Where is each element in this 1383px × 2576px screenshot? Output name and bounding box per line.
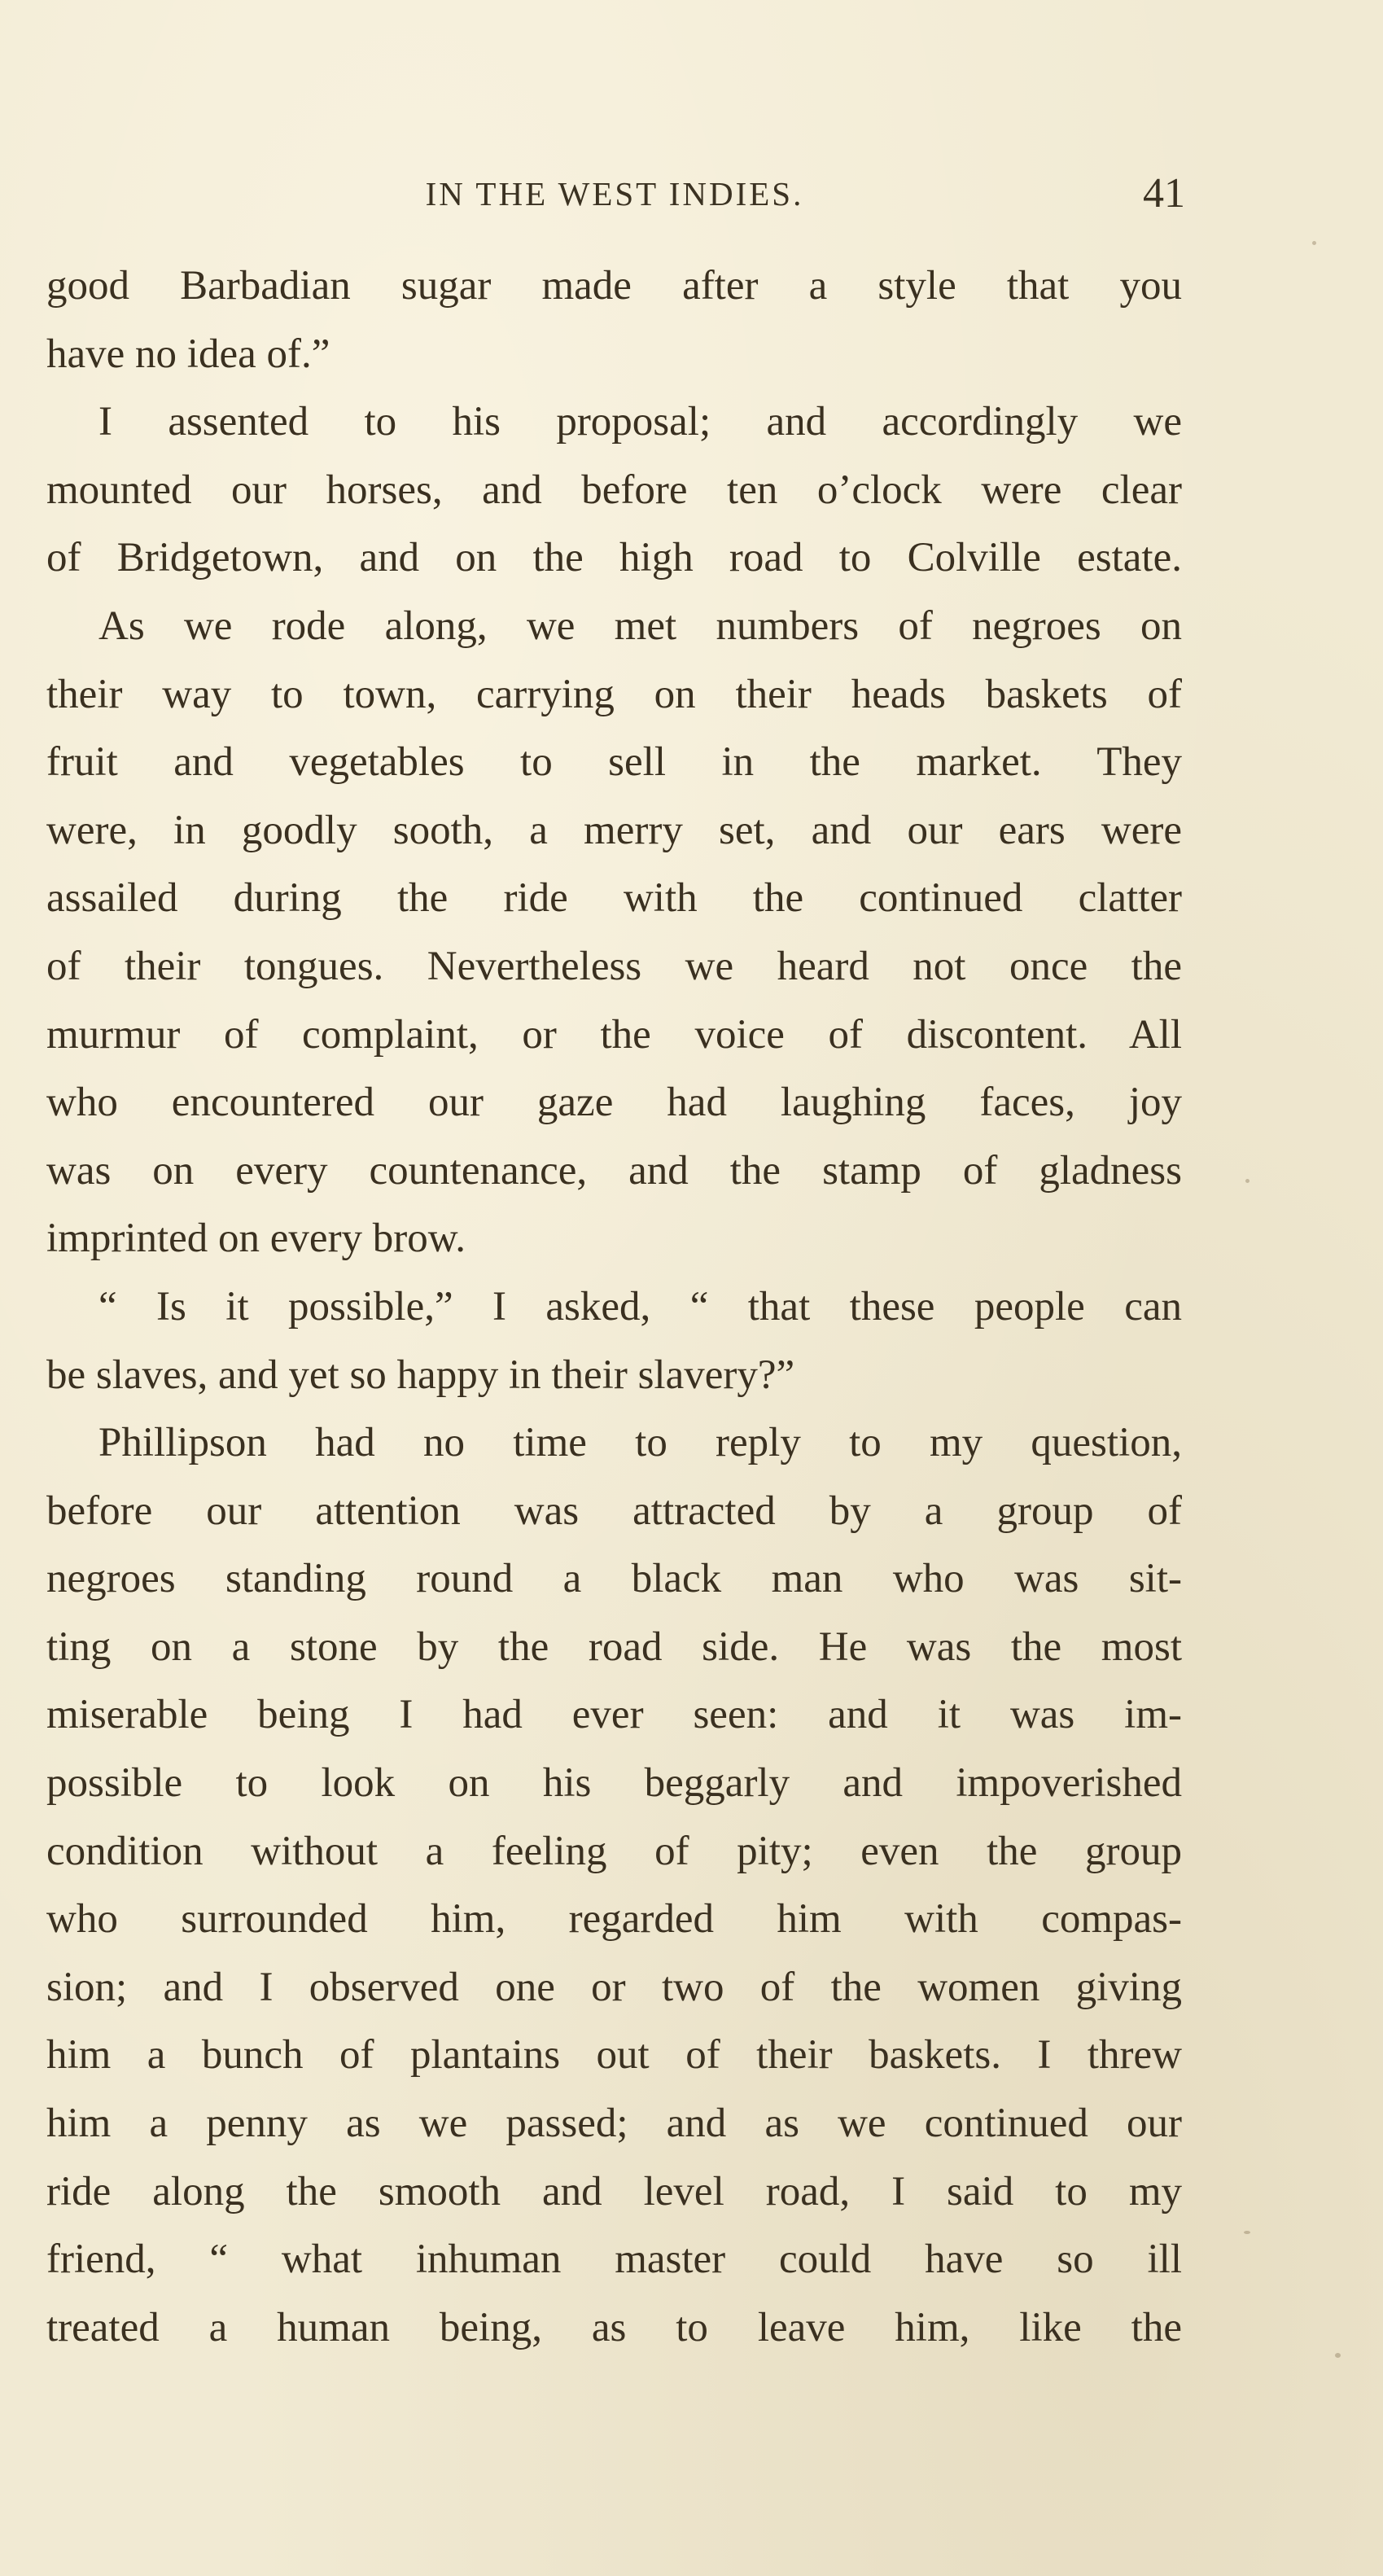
text-line: imprinted on every brow. (46, 1216, 466, 1262)
text-line: negroes standing round a black man who was sit- (46, 1556, 1182, 1602)
text-line: have no idea of.” (46, 331, 330, 377)
text-line: him a bunch of plantains out of their baskets. I threw (46, 2032, 1182, 2079)
text-line: who surrounded him, regarded him with compas- (46, 1896, 1182, 1943)
text-line: assailed during the ride with the continued clatter (46, 875, 1182, 922)
paper-speck (1312, 241, 1316, 245)
paper-speck (1244, 2231, 1250, 2234)
text-line: of Bridgetown, and on the high road to Colville estate. (46, 535, 1182, 581)
text-line: treated a human being, as to leave him, like the (46, 2304, 1182, 2350)
text-line: good Barbadian sugar made after a style that you (46, 263, 1182, 309)
text-line: their way to town, carrying on their heads baskets of (46, 671, 1182, 717)
text-line: mounted our horses, and before ten o’clock were clear (46, 467, 1182, 513)
page-number: 41 (1143, 170, 1185, 217)
running-head (49, 169, 1185, 218)
text-line: As we rode along, we met numbers of negroes on (98, 602, 1182, 649)
text-line: “ Is it possible,” I asked, “ that these people can (98, 1283, 1182, 1330)
text-line: of their tongues. Nevertheless we heard not once the (46, 943, 1182, 989)
text-line: before our attention was attracted by a group of (46, 1487, 1182, 1534)
text-line: murmur of complaint, or the voice of discontent. All (46, 1011, 1182, 1058)
text-line: I assented to his proposal; and accordingly we (98, 399, 1182, 445)
text-line: miserable being I had ever seen: and it was im- (46, 1692, 1182, 1738)
text-line: condition without a feeling of pity; even the group (46, 1828, 1182, 1874)
text-line: him a penny as we passed; and as we continued our (46, 2101, 1182, 2147)
text-line: Phillipson had no time to reply to my question, (98, 1420, 1182, 1466)
body-text (46, 252, 1182, 2362)
text-line: ride along the smooth and level road, I said to my (46, 2168, 1182, 2215)
running-title: IN THE WEST INDIES. (425, 175, 804, 212)
text-line: ting on a stone by the road side. He was the most (46, 1623, 1182, 1670)
text-line: possible to look on his beggarly and impoverished (46, 1760, 1182, 1807)
text-line: be slaves, and yet so happy in their slavery?” (46, 1352, 795, 1398)
text-line: fruit and vegetables to sell in the market. They (46, 739, 1182, 786)
text-line: who encountered our gaze had laughing faces, joy (46, 1080, 1182, 1126)
paper-speck (1245, 1179, 1250, 1183)
text-line: were, in goodly sooth, a merry set, and our ears were (46, 807, 1182, 853)
text-line: sion; and I observed one or two of the women giving (46, 1964, 1182, 2010)
text-line: was on every countenance, and the stamp of gladness (46, 1147, 1182, 1194)
paper-speck (1335, 2353, 1341, 2358)
text-line: friend, “ what inhuman master could have so ill (46, 2236, 1182, 2283)
